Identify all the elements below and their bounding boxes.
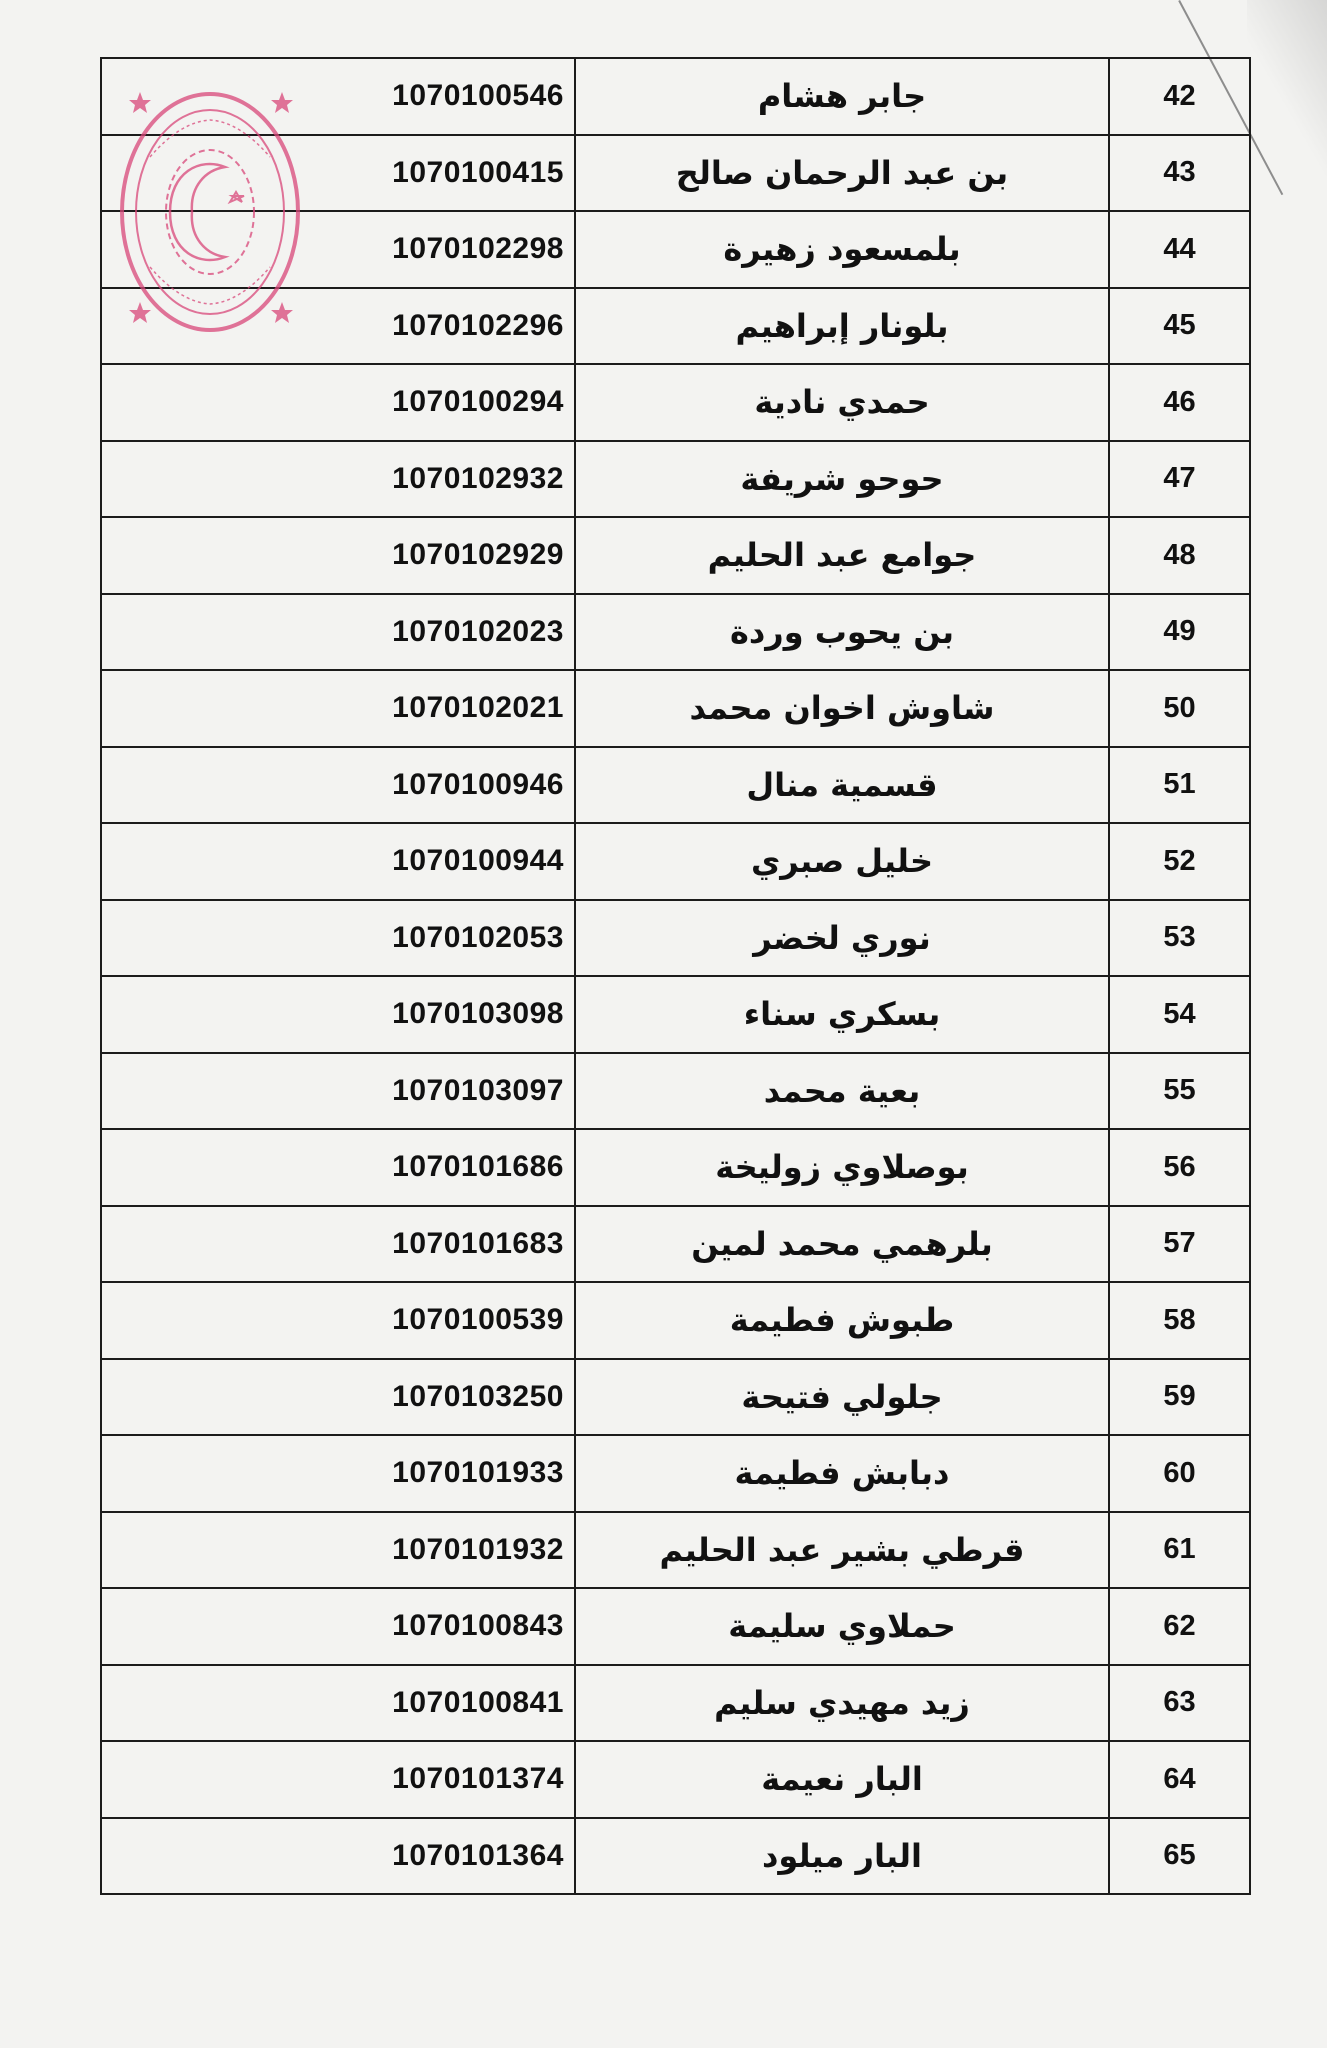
candidate-name-cell: بوصلاوي زوليخة: [575, 1129, 1109, 1206]
table-row: [101, 1665, 1250, 1742]
table-row: [101, 364, 1250, 441]
table-row: [101, 1129, 1250, 1206]
row-number-cell: 63: [1109, 1665, 1250, 1742]
table-row: [101, 594, 1250, 671]
row-number-cell: 52: [1109, 823, 1250, 900]
registration-id-cell: 1070100944: [101, 823, 575, 900]
candidate-name-cell: بلونار إبراهيم: [575, 288, 1109, 365]
registration-id-cell: 1070102053: [101, 900, 575, 977]
table-row: [101, 1741, 1250, 1818]
table-row: [101, 1588, 1250, 1665]
candidate-name-cell: بن يحوب وردة: [575, 594, 1109, 671]
registration-id-cell: 1070100539: [101, 1282, 575, 1359]
candidate-name-cell: قسمية منال: [575, 747, 1109, 824]
row-number-cell: 44: [1109, 211, 1250, 288]
candidate-name-cell: حوحو شريفة: [575, 441, 1109, 518]
registration-id-cell: 1070100546: [101, 58, 575, 135]
table-row: [101, 976, 1250, 1053]
candidate-name-cell: حمدي نادية: [575, 364, 1109, 441]
table-row: [101, 135, 1250, 212]
table-row: [101, 211, 1250, 288]
table-row: [101, 1282, 1250, 1359]
registration-id-cell: 1070102298: [101, 211, 575, 288]
candidate-name-cell: البار نعيمة: [575, 1741, 1109, 1818]
table-row: [101, 670, 1250, 747]
table-row: [101, 1435, 1250, 1512]
table-row: [101, 58, 1250, 135]
row-number-cell: 43: [1109, 135, 1250, 212]
table-row: [101, 747, 1250, 824]
row-number-cell: 42: [1109, 58, 1250, 135]
candidate-name-cell: زيد مهيدي سليم: [575, 1665, 1109, 1742]
table-row: [101, 1818, 1250, 1895]
candidate-name-cell: جابر هشام: [575, 58, 1109, 135]
registration-id-cell: 1070102023: [101, 594, 575, 671]
row-number-cell: 56: [1109, 1129, 1250, 1206]
candidate-name-cell: حملاوي سليمة: [575, 1588, 1109, 1665]
registration-id-cell: 1070100946: [101, 747, 575, 824]
table-row: [101, 1359, 1250, 1436]
table-row: [101, 900, 1250, 977]
page-edge-shadow: [1247, 0, 1327, 260]
registration-id-cell: 1070100294: [101, 364, 575, 441]
row-number-cell: 60: [1109, 1435, 1250, 1512]
candidate-name-cell: طبوش فطيمة: [575, 1282, 1109, 1359]
row-number-cell: 46: [1109, 364, 1250, 441]
table-row: [101, 823, 1250, 900]
row-number-cell: 50: [1109, 670, 1250, 747]
registration-id-cell: 1070101932: [101, 1512, 575, 1589]
registration-id-cell: 1070100415: [101, 135, 575, 212]
row-number-cell: 47: [1109, 441, 1250, 518]
row-number-cell: 51: [1109, 747, 1250, 824]
registration-id-cell: 1070101364: [101, 1818, 575, 1895]
registration-id-cell: 1070103250: [101, 1359, 575, 1436]
registration-id-cell: 1070100841: [101, 1665, 575, 1742]
registration-id-cell: 1070103098: [101, 976, 575, 1053]
row-number-cell: 45: [1109, 288, 1250, 365]
candidate-name-cell: جلولي فتيحة: [575, 1359, 1109, 1436]
registration-id-cell: 1070102296: [101, 288, 575, 365]
row-number-cell: 48: [1109, 517, 1250, 594]
row-number-cell: 58: [1109, 1282, 1250, 1359]
row-number-cell: 49: [1109, 594, 1250, 671]
table-row: [101, 1053, 1250, 1130]
candidate-name-cell: قرطي بشير عبد الحليم: [575, 1512, 1109, 1589]
table-row: [101, 517, 1250, 594]
row-number-cell: 53: [1109, 900, 1250, 977]
registration-id-cell: 1070103097: [101, 1053, 575, 1130]
candidate-name-cell: البار ميلود: [575, 1818, 1109, 1895]
row-number-cell: 61: [1109, 1512, 1250, 1589]
candidate-name-cell: جوامع عبد الحليم: [575, 517, 1109, 594]
table-row: [101, 1512, 1250, 1589]
candidate-name-cell: بلرهمي محمد لمين: [575, 1206, 1109, 1283]
candidate-table: [100, 57, 1251, 1895]
candidate-name-cell: بلمسعود زهيرة: [575, 211, 1109, 288]
candidate-name-cell: بعية محمد: [575, 1053, 1109, 1130]
candidate-name-cell: دبابش فطيمة: [575, 1435, 1109, 1512]
registration-id-cell: 1070102021: [101, 670, 575, 747]
table-row: [101, 1206, 1250, 1283]
registration-id-cell: 1070102932: [101, 441, 575, 518]
registration-id-cell: 1070100843: [101, 1588, 575, 1665]
registration-id-cell: 1070101374: [101, 1741, 575, 1818]
registration-id-cell: 1070102929: [101, 517, 575, 594]
candidate-table-body: [101, 58, 1250, 1894]
registration-id-cell: 1070101686: [101, 1129, 575, 1206]
row-number-cell: 64: [1109, 1741, 1250, 1818]
row-number-cell: 62: [1109, 1588, 1250, 1665]
candidate-name-cell: خليل صبري: [575, 823, 1109, 900]
table-row: [101, 288, 1250, 365]
candidate-name-cell: بن عبد الرحمان صالح: [575, 135, 1109, 212]
candidate-name-cell: بسكري سناء: [575, 976, 1109, 1053]
row-number-cell: 55: [1109, 1053, 1250, 1130]
candidate-name-cell: شاوش اخوان محمد: [575, 670, 1109, 747]
row-number-cell: 57: [1109, 1206, 1250, 1283]
registration-id-cell: 1070101933: [101, 1435, 575, 1512]
registration-id-cell: 1070101683: [101, 1206, 575, 1283]
row-number-cell: 65: [1109, 1818, 1250, 1895]
row-number-cell: 54: [1109, 976, 1250, 1053]
table-row: [101, 441, 1250, 518]
candidate-name-cell: نوري لخضر: [575, 900, 1109, 977]
row-number-cell: 59: [1109, 1359, 1250, 1436]
